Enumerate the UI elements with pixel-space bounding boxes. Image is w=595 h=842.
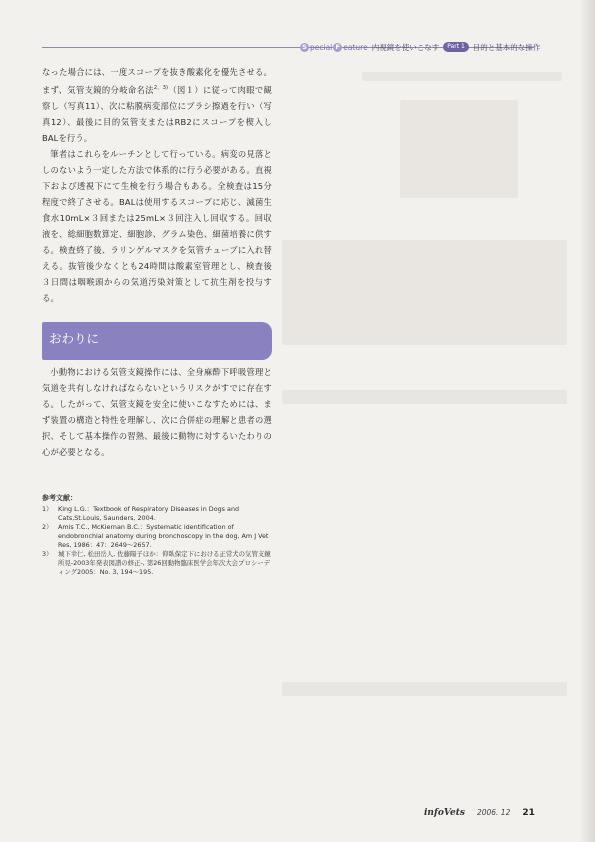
show-through-bar xyxy=(282,390,567,404)
header-title: 内視鏡を使いこなす xyxy=(371,42,440,52)
part-badge: Part 1 xyxy=(443,42,469,52)
running-header xyxy=(300,41,540,53)
reference-item: 1） King L.G.：Textbook of Respiratory Diseases in Dogs and Cats,St.Louis, Saunders, 2004. xyxy=(42,505,240,522)
show-through-heading xyxy=(362,72,562,81)
conclusion-paragraph: 小動物における気管支鏡操作には、全身麻酔下呼吸管理と気道を共有しなければならないというリスクがすでに存在する。したがって、気管支鏡を安全に使いこなすためには、まず装置の構造と特性を理解し、次に合併症の理解と患者の選択、そして基本操作の習熟、最後に動物に対するいたわりの心が必要となる。 xyxy=(42,367,272,457)
reference-item: 3） 城下幸仁, 松田岳人, 佐藤陽子ほか：仰臥保定下における正常犬の気管支鏡所見-2003年発表図譜の修正-, 第26回動物臨床医学会年次大会プロシーディング2005：No. 3, 194〜195. xyxy=(42,550,271,576)
references-title: 参考文献： xyxy=(42,494,77,502)
paragraph-1: なった場合には、一度スコープを抜き酸素化を優先させる。まず、気管支鏡的分岐命名法$^{2、3)}$（図１）に従って肉眼で観察し（写真11）、次に粘膜病変部位にブラシ擦過を行い（写真12）、最後に目的気管支またはRB2にスコープを楔入しBALを行う。 xyxy=(42,67,272,143)
page-edge-shadow xyxy=(581,0,595,842)
issue-date: 2006. 12 xyxy=(476,808,511,817)
page-footer xyxy=(424,808,535,818)
paragraph-2: 筆者はこれらをルーチンとして行っている。病変の見落としのないよう一定した方法で体系的に行う必要がある。直視下および透視下にて生検を行う場合もある。全検査は15分程度で終了させる。BALは使用するスコープに応じ、滅菌生食水10mL×３回または25mL×３回注入し回収する。回収液を、総細胞数算定、細胞診、グラム染色、細菌培養に供する。検査終了後、ラリンゲルマスクを気管チューブに入れ替える。抜管後少なくとも24時間は酸素室管理とし、検査後３日間は咽喉頭からの気道汚染対策として抗生剤を投与する。 xyxy=(42,148,272,303)
journal-logo: infoVets xyxy=(424,808,465,818)
references xyxy=(42,494,274,577)
show-through-block xyxy=(400,100,518,198)
section-heading xyxy=(42,322,272,360)
show-through-bar xyxy=(282,682,567,696)
brand-logo: S pecial F eature xyxy=(300,43,368,52)
body-column xyxy=(42,64,272,306)
section-title: おわりに xyxy=(49,331,100,346)
citation-sup: 2、3) xyxy=(153,85,169,91)
header-subtitle: 目的と基本的な操作 xyxy=(472,42,541,52)
show-through-box xyxy=(282,240,567,345)
reference-item: 2） Amis T.C., McKiernan B.C.：Systematic identification of endobronchial anatomy during bronchoscopy in the dog, Am J Vet Res, 1986：47：2649〜2657. xyxy=(42,523,269,549)
page-number: 21 xyxy=(522,808,535,818)
conclusion-column xyxy=(42,364,272,460)
